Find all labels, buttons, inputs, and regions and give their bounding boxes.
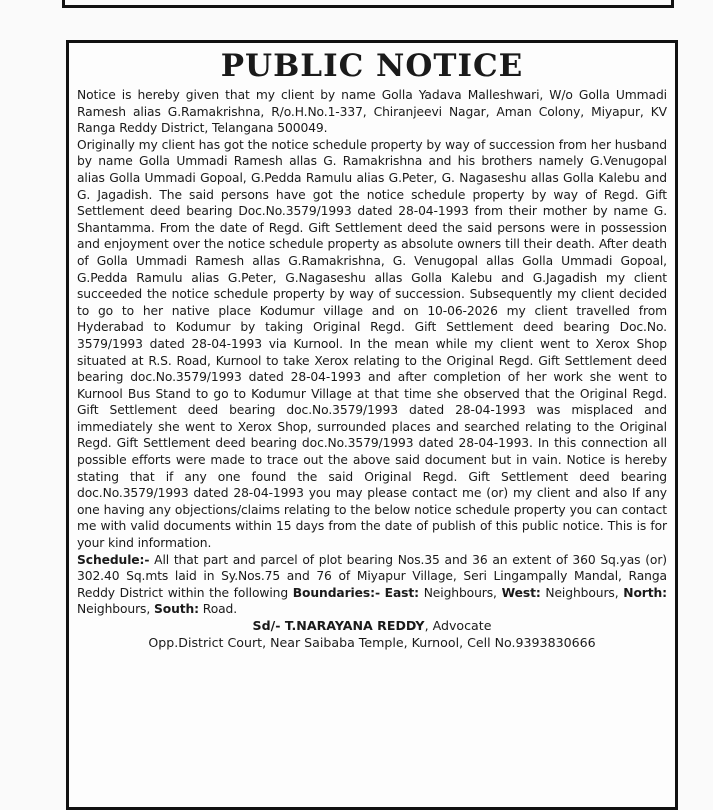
notice-body xyxy=(77,87,667,618)
east-value: Neighbours, xyxy=(419,585,502,600)
public-notice-box xyxy=(66,40,678,810)
schedule-label: Schedule:- xyxy=(77,552,150,567)
west-value: Neighbours, xyxy=(540,585,624,600)
advocate-name: Sd/- T.NARAYANA REDDY xyxy=(252,618,425,633)
schedule-paragraph xyxy=(77,552,667,618)
south-label: South: xyxy=(153,602,199,617)
east-label: East: xyxy=(384,585,419,600)
boundaries-label: Boundaries:- xyxy=(292,585,380,600)
advocate-address: Opp.District Court, Near Saibaba Temple, Kurnool, Cell No.9393830666 xyxy=(148,634,596,650)
signature-line xyxy=(77,618,667,635)
notice-paragraph-intro: Notice is hereby given that my client by name Golla Yadava Malleshwari, W/o Golla Ummadi Ramesh alias G.Ramakrishna, R/o.H.No.1-337, Chiranjeevi Nagar, Aman Colony, Miyapur, KV Ranga Reddy District, Telangana 500049. xyxy=(77,88,667,136)
south-value: Road. xyxy=(199,602,238,617)
previous-ad-border xyxy=(62,0,674,8)
schedule-text: All that part and parcel of plot bearing Nos.35 and 36 an extent of 360 Sq.yas (or) 302.40 Sq.mts laid in Sy.Nos.75 and 76 of Miyapur Village, Seri Lingampally Mandal, Ranga Reddy District within the following xyxy=(77,552,667,600)
notice-paragraph-details: Originally my client has got the notice schedule property by way of succession from her husband by name Golla Ummadi Ramesh allas G. Ramakrishna and his brothers namely G.Venugopal alias Golla Ummadi Gopoal, G.Pedda Ramulu alias G.Peter, G. Nagaseshu allas Golla Kalebu and G. Jagadish. The said persons have got the notice schedule property by way of Regd. Gift Settlement deed bearing Doc.No.3579/1993 dated 28-04-1993 from their mother by name G. Shantamma. From the date of Regd. Gift Settlement deed the said persons were in possession and enjoyment over the notice schedule property as absolute owners till their death. After death of Golla Ummadi Ramesh allas G.Ramakrishna, G. Venugopal allas Golla Ummadi Gopoal, G.Pedda Ramulu alias G.Peter, G.Nagaseshu allas Golla Kalebu and G.Jagadish my client succeeded the notice schedule property by way of succession. Subsequently my client decided to go to her native place Kodumur village and on 10-06-2026 my client travelled from Hyderabad to Kodumur by taking Original Regd. Gift Settlement deed bearing Doc.No. 3579/1993 dated 28-04-1993 via Kurnool. In the mean while my client went to Xerox Shop situated at R.S. Road, Kurnool to take Xerox relating to the Original Regd. Gift Settlement deed bearing doc.No.3579/1993 dated 28-04-1993 and after completion of her work she went to Kurnool Bus Stand to go to Kodumur Village at that time she observed that the Original Regd. Gift Settlement deed bearing doc.No.3579/1993 dated 28-04-1993 was misplaced and immediately she went to Xerox Shop, surrounded places and searched relating to the Original Regd. Gift Settlement deed bearing doc.No.3579/1993 dated 28-04-1993. In this connection all possible efforts were made to trace out the above said document but in vain. Notice is hereby stating that if any one found the said Original Regd. Gift Settlement deed bearing doc.No.3579/1993 dated 28-04-1993 you may please contact me (or) my client and also If any one having any objections/claims relating to the below notice schedule property you can contact me with valid documents within 15 days from the date of publish of this public notice. This is for your kind information. xyxy=(77,137,667,551)
notice-title: PUBLIC NOTICE xyxy=(220,48,524,84)
west-label: West: xyxy=(501,585,541,600)
north-value: Neighbours, xyxy=(77,602,154,617)
advocate-role: , Advocate xyxy=(424,618,492,633)
north-label: North: xyxy=(623,585,668,600)
